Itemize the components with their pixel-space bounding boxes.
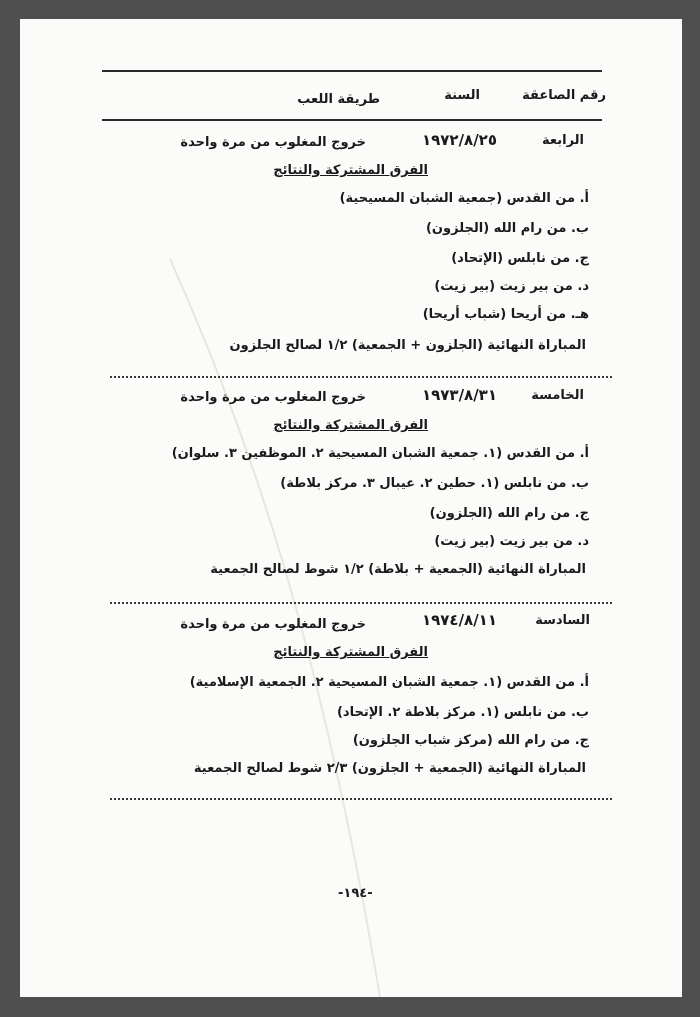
team-item: د. من بير زيت (بير زيت) (434, 279, 589, 294)
section-divider (110, 798, 612, 800)
team-item: أ. من القدس (جمعية الشبان المسيحية) (339, 191, 589, 206)
page-number: -١٩٤- (338, 886, 373, 901)
team-item: ج. من رام الله (الجلزون) (429, 506, 589, 521)
final-match: المباراة النهائية (الجلزون + الجمعية) ١/٢ لصالح الجلزون (229, 338, 586, 353)
section-method: خروج المغلوب من مرة واحدة (180, 135, 366, 150)
team-item: أ. من القدس (١. جمعية الشبان المسيحية ٢. الجمعية الإسلامية) (189, 675, 589, 690)
header-method-label: طريقة اللعب (297, 92, 380, 107)
team-item: د. من بير زيت (بير زيت) (434, 534, 589, 549)
document-page (20, 19, 682, 997)
section-divider (110, 602, 612, 604)
section-subtitle: الفرق المشتركة والنتائج (273, 163, 428, 178)
section-round: الخامسة (531, 388, 584, 403)
section-method: خروج المغلوب من مرة واحدة (180, 390, 366, 405)
team-item: ج. من نابلس (الإتحاد) (451, 251, 589, 266)
section-subtitle: الفرق المشتركة والنتائج (273, 418, 428, 433)
team-item: ب. من نابلس (١. حطين ٢. عيبال ٣. مركز بلاطة) (280, 476, 589, 491)
header-year-label: السنة (444, 88, 480, 103)
section-date: ١٩٧٤/٨/١١ (421, 611, 497, 629)
final-match: المباراة النهائية (الجمعية + بلاطة) ١/٢ شوط لصالح الجمعية (210, 562, 586, 577)
section-round: الرابعة (542, 133, 584, 148)
section-divider (110, 376, 612, 378)
header-top-rule (102, 70, 602, 72)
header-player-label: رقم الصاعقة (522, 88, 606, 103)
team-item: ب. من نابلس (١. مركز بلاطة ٢. الإتحاد) (336, 705, 589, 720)
header-bottom-rule (102, 119, 602, 121)
section-date: ١٩٧٣/٨/٣١ (421, 386, 497, 404)
team-item: ج. من رام الله (مركز شباب الجلزون) (352, 733, 589, 748)
section-subtitle: الفرق المشتركة والنتائج (273, 645, 428, 660)
team-item: أ. من القدس (١. جمعية الشبان المسيحية ٢. الموظفين ٣. سلوان) (171, 446, 589, 461)
team-item: هـ. من أريحا (شباب أريحا) (422, 307, 589, 322)
section-round: السادسة (535, 613, 590, 628)
final-match: المباراة النهائية (الجمعية + الجلزون) ٢/٣ شوط لصالح الجمعية (193, 761, 586, 776)
section-method: خروج المغلوب من مرة واحدة (180, 617, 366, 632)
team-item: ب. من رام الله (الجلزون) (425, 221, 589, 236)
section-date: ١٩٧٢/٨/٢٥ (421, 131, 497, 149)
